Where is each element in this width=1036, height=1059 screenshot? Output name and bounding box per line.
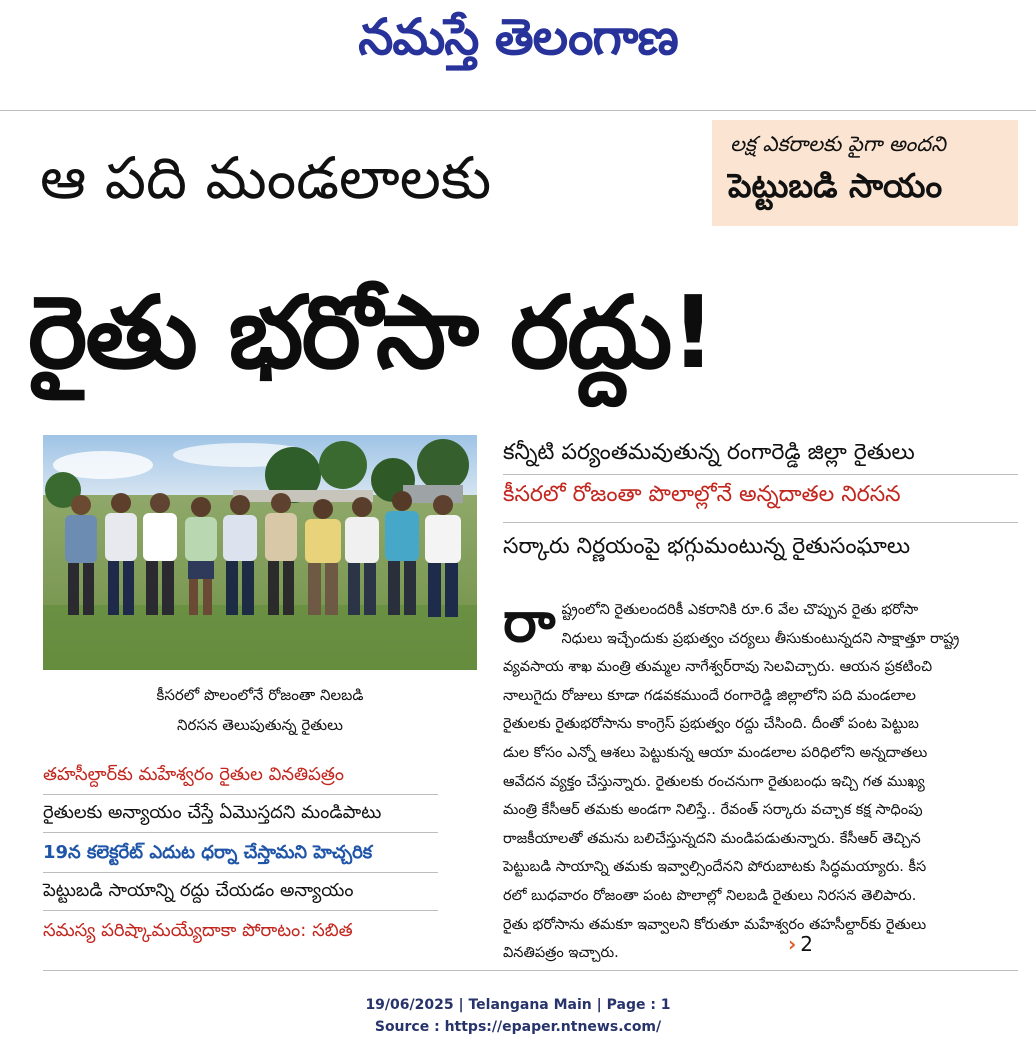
highlight-box bbox=[712, 120, 1018, 226]
newspaper-logo: నమస్తే తెలంగాణ bbox=[358, 8, 678, 66]
deck-2: కీసరలో రోజంతా పొలాల్లోనే అన్నదాతల నిరసన bbox=[503, 482, 901, 507]
deck-3: సర్కారు నిర్ణయంపై భగ్గుమంటున్న రైతుసంఘాలు bbox=[503, 534, 911, 559]
body-line: పెట్టుబడి సాయాన్ని తమకు ఇవ్వాల్సిందేనని పోరుబాటకు సిద్ధమయ్యారు. కీస bbox=[503, 859, 927, 876]
subhead-2: రైతులకు అన్యాయం చేస్తే ఏమొస్తదని మండిపాటు bbox=[43, 802, 382, 823]
subhead-4: పెట్టుబడి సాయాన్ని రద్దు చేయడం అన్యాయం bbox=[43, 880, 354, 901]
subhead-divider bbox=[43, 910, 438, 911]
subhead-1: తహసీల్దార్‌కు మహేశ్వరం రైతుల వినతిపత్రం bbox=[43, 764, 345, 785]
body-line: రాజకీయాలతో తమను బలిచేస్తున్నదని మండిపడుతున్నారు. కేసీఆర్ తెచ్చిన bbox=[503, 830, 921, 847]
highlight-line-1: లక్ష ఎకరాలకు పైగా అందని bbox=[730, 132, 946, 156]
subhead-3: 19న కలెక్టరేట్ ఎదుట ధర్నా చేస్తామని హెచ్చరిక bbox=[43, 842, 373, 863]
continued-page-number: 2 bbox=[800, 932, 813, 956]
news-photo bbox=[43, 435, 477, 670]
footer-source-link[interactable]: Source : https://epaper.ntnews.com/ bbox=[374, 1019, 662, 1035]
body-line: వినతిపత్రం ఇచ్చారు. bbox=[503, 945, 619, 962]
subhead-divider bbox=[43, 832, 438, 833]
headline-kicker: ఆ పది మండలాలకు bbox=[40, 144, 492, 212]
drop-cap: రా bbox=[503, 590, 556, 655]
body-line: రైతులకు రైతుభరోసాను కాంగ్రెస్ ప్రభుత్వం రద్దు చేసింది. దీంతో పంట పెట్టుబ bbox=[503, 716, 919, 733]
masthead-divider bbox=[0, 110, 1036, 111]
body-line: నిధులు ఇచ్చేందుకు ప్రభుత్వం చర్యలు తీసుకుంటున్నదని సాక్షాత్తూ రాష్ట్ర bbox=[561, 630, 960, 647]
body-line: ష్ట్రంలోని రైతులందరికీ ఎకరానికి రూ.6 వేల చొప్పున రైతు భరోసా bbox=[561, 602, 919, 618]
chevron-right-icon: › bbox=[788, 932, 797, 956]
subhead-divider bbox=[43, 872, 438, 873]
continued-on-page[interactable] bbox=[788, 932, 813, 956]
body-line: రలో బుధవారం రోజంతా పంట పొలాల్లో నిలబడి రైతులు నిరసన తెలిపారు. bbox=[503, 887, 917, 904]
highlight-line-2: పెట్టుబడి సాయం bbox=[728, 166, 943, 205]
footer-edition-info: 19/06/2025 | Telangana Main | Page : 1 bbox=[365, 997, 671, 1013]
body-line: మంత్రి కేసీఆర్ తమకు అండగా నిలిస్తే.. రేవంత్ సర్కారు వచ్చాక కక్ష సాధింపు bbox=[503, 802, 923, 819]
body-line: డుల కోసం ఎన్నో ఆశలు పెట్టుకున్న ఆయా మండలాల పరిధిలోని అన్నదాతలు bbox=[503, 744, 928, 761]
body-line: నాలుగైదు రోజులు కూడా గడవకముందే రంగారెడ్డి జిల్లాలోని పది మండలాల bbox=[503, 687, 916, 704]
masthead bbox=[0, 0, 1036, 80]
deck-1: కన్నీటి పర్యంతమవుతున్న రంగారెడ్డి జిల్లా రైతులు bbox=[503, 440, 915, 465]
bottom-divider bbox=[43, 970, 1018, 971]
body-line: రైతు భరోసాను తమకూ ఇవ్వాలని కోరుతూ మహేశ్వరం తహసీల్దార్‌కు రైతులు bbox=[503, 916, 927, 933]
article-body bbox=[503, 590, 1018, 968]
subhead-5: సమస్య పరిష్కామయ్యేదాకా పోరాటం: సబిత bbox=[43, 920, 353, 941]
body-line: ఆవేదన వ్యక్తం చేస్తున్నారు. రైతులకు రంచనుగా రైతుబంధు ఇచ్చి గత ముఖ్య bbox=[503, 773, 925, 790]
body-line: వ్యవసాయ శాఖ మంత్రి తుమ్మల నాగేశ్వర్‌రావు సెలవిచ్చారు. ఆయన ప్రకటించి bbox=[503, 659, 933, 676]
deck-divider bbox=[503, 474, 1018, 475]
photo-caption-line-1: కీసరలో పొలంలోనే రోజంతా నిలబడి bbox=[156, 686, 364, 704]
main-headline: రైతు భరోసా రద్దు! bbox=[28, 274, 714, 391]
photo-caption-line-2: నిరసన తెలుపుతున్న రైతులు bbox=[177, 716, 343, 734]
deck-divider bbox=[503, 522, 1018, 523]
subhead-divider bbox=[43, 794, 438, 795]
